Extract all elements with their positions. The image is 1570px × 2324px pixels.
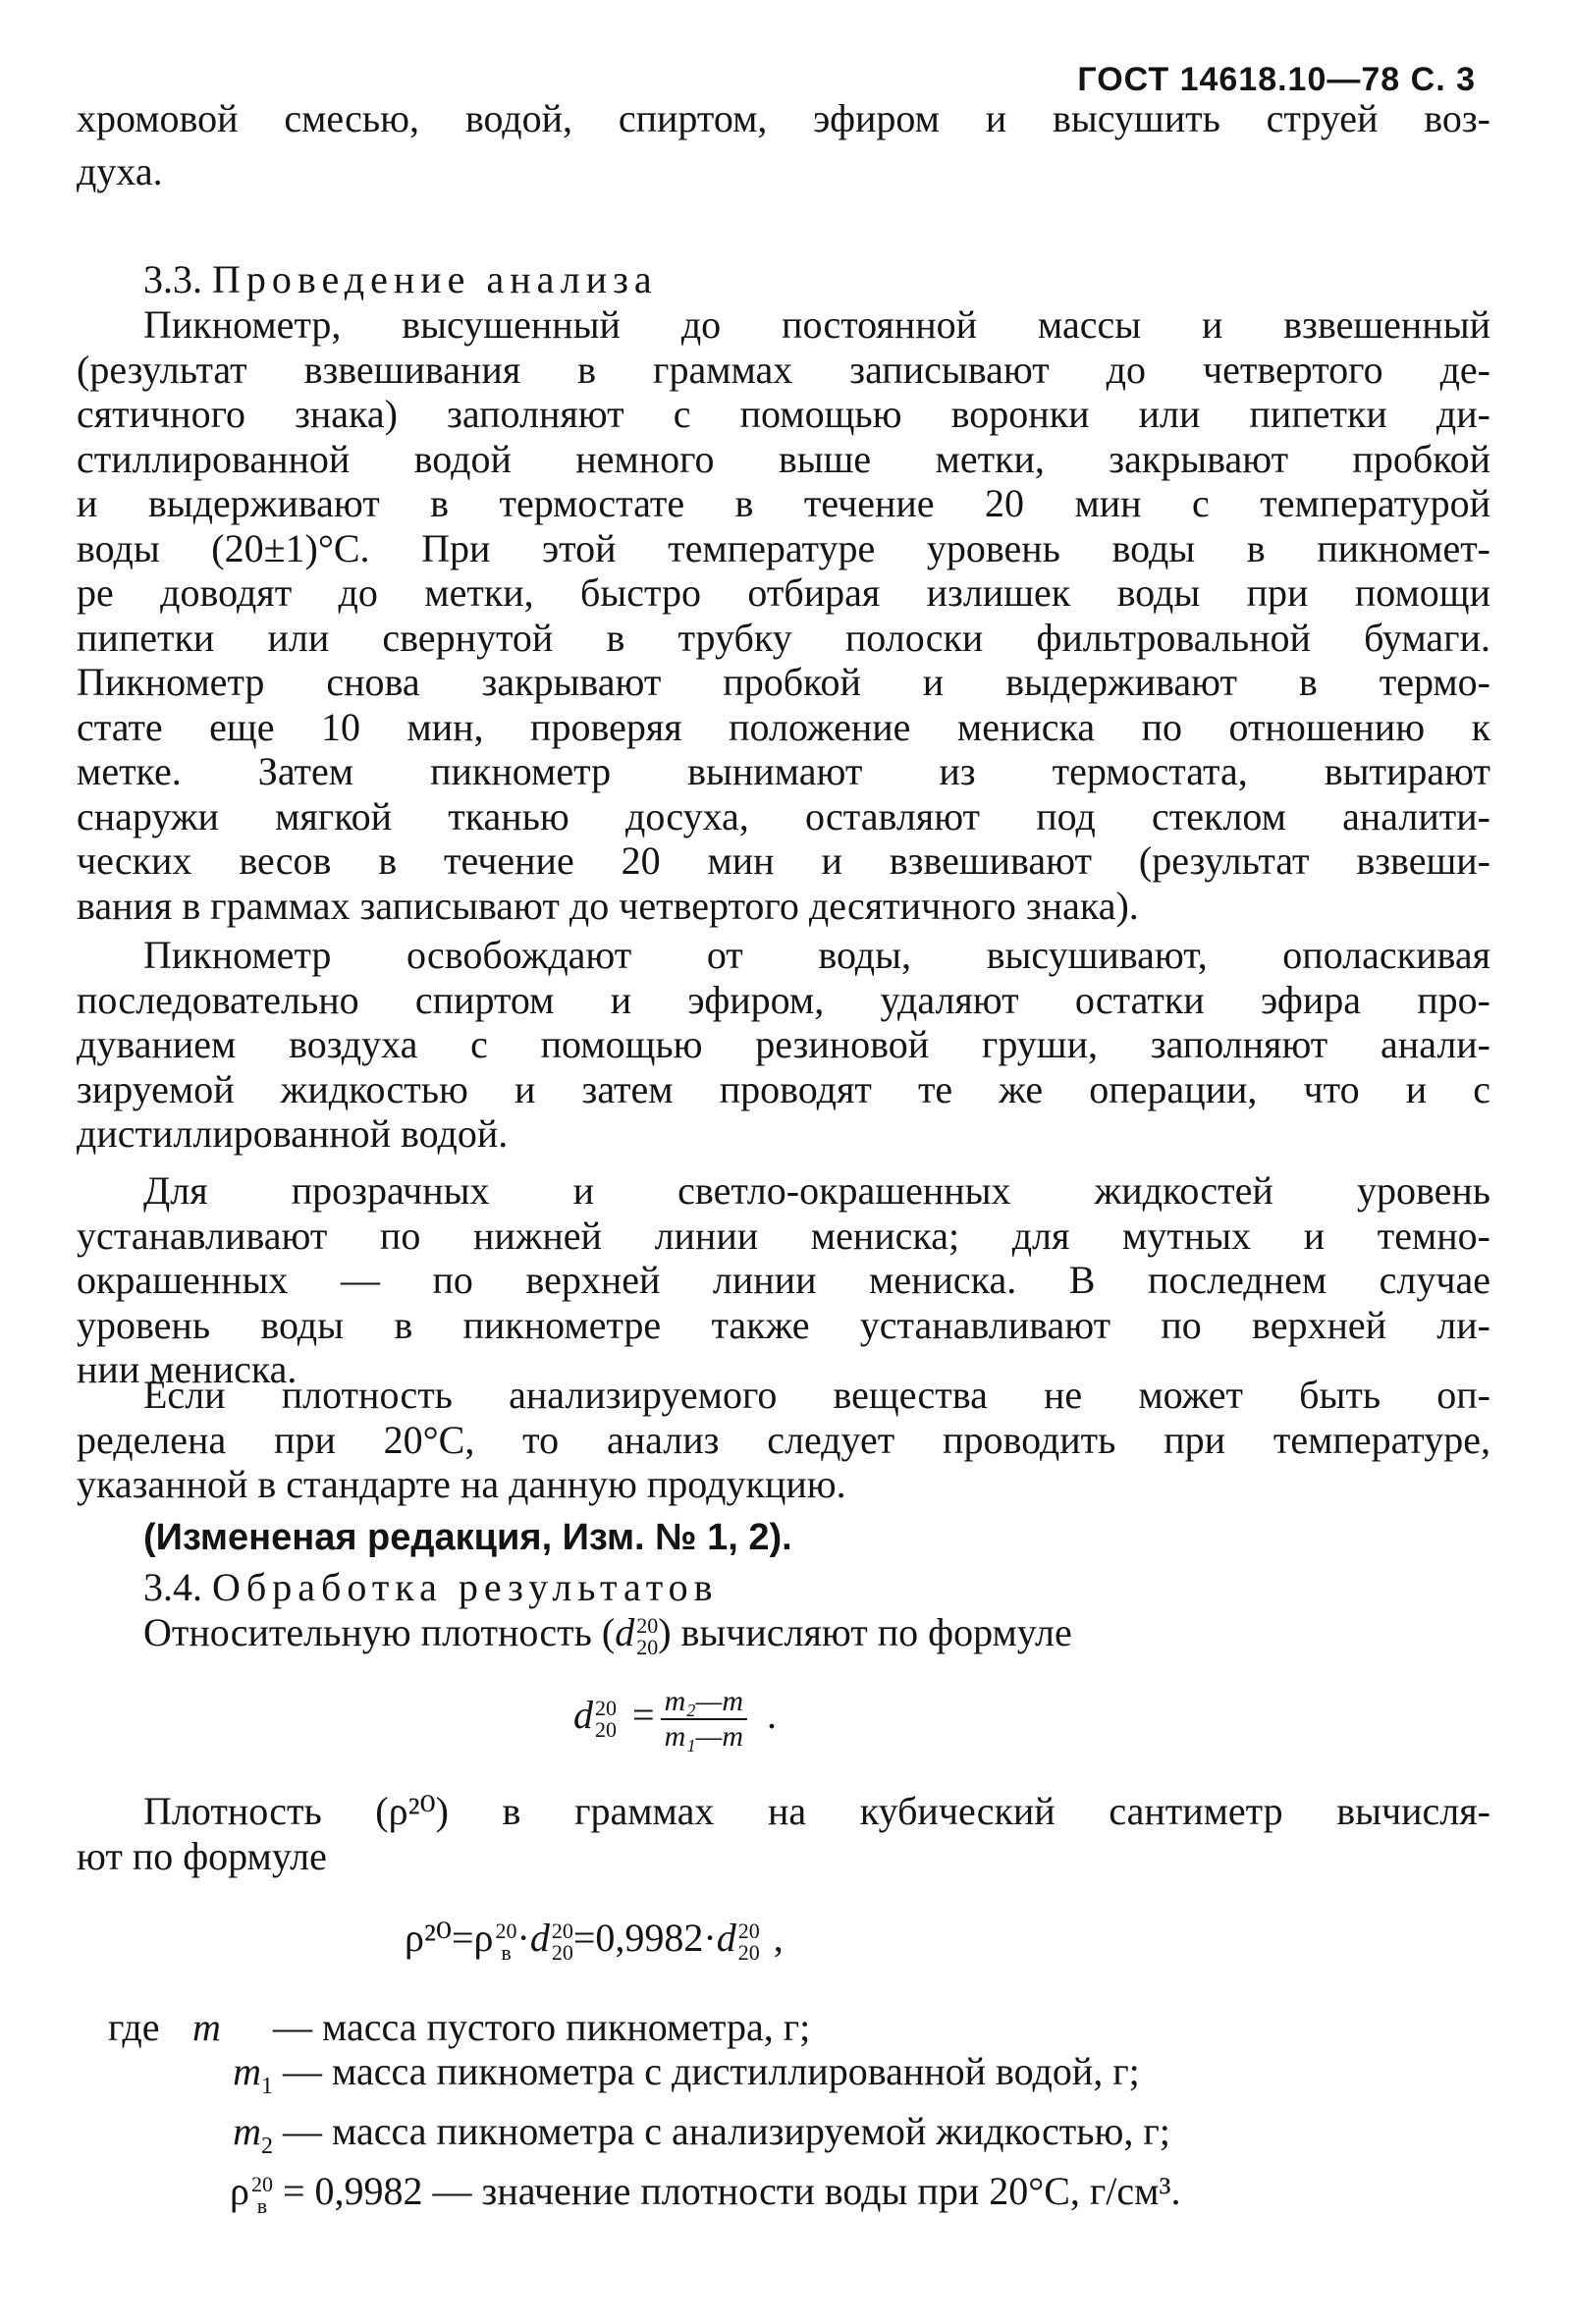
superscript-subscript	[636, 1612, 659, 1659]
definition-text: — масса пикнометра с анализируемой жидкостью, г;	[283, 2109, 1170, 2153]
symbol-d: d	[615, 1610, 635, 1654]
section-title: Обработка результатов	[212, 1565, 719, 1609]
sup-value: 20	[551, 1918, 573, 1943]
text-line: указанной в стандарте на данную продукцию.	[77, 1462, 846, 1506]
symbol-m: m	[192, 2005, 221, 2049]
text-line: дистиллированной водой.	[77, 1111, 509, 1156]
fraction	[661, 1685, 747, 1754]
text-line: зируемой жидкостью и затем проводят те же операции, что и с	[77, 1066, 1490, 1111]
symbol-m2	[108, 2109, 273, 2169]
formula-tail: .	[767, 1693, 777, 1738]
definition-row	[108, 2169, 1180, 2217]
paragraph	[77, 1373, 1490, 1507]
sub-value: 20	[737, 1939, 760, 1965]
sub-value: 20	[551, 1939, 573, 1965]
paragraph	[77, 1610, 1490, 1658]
definition-row	[108, 2005, 1180, 2049]
superscript-subscript	[552, 1920, 573, 1964]
symbol-letter: m	[233, 2109, 261, 2153]
text-line: ре доводят до метки, быстро отбирая излишек воды при помощи	[77, 570, 1490, 615]
text-line: метке. Затем пикнометр вынимают из термостата, вытирают	[77, 749, 1490, 793]
text-line: окрашенных — по верхней линии мениска. В последнем случае	[77, 1258, 1490, 1302]
definition-text: — масса пустого пикнометра, г;	[273, 2005, 811, 2049]
text-line: уровень воды в пикнометре также устанавливают по верхней ли-	[77, 1302, 1490, 1347]
page-header: ГОСТ 14618.10—78 С. 3	[1077, 61, 1476, 98]
text-line: Пикнометр, высушенный до постоянной массы и взвешенный	[143, 302, 1490, 347]
sup-value: 20	[495, 1918, 517, 1943]
symbol-d: d	[716, 1916, 736, 1960]
paragraph	[77, 1789, 1490, 1878]
paragraph	[77, 933, 1490, 1157]
equals-sign: =	[632, 1693, 655, 1738]
text-line: устанавливают по нижней линии мениска; для мутных и темно-	[77, 1213, 1490, 1258]
sub-value: 20	[595, 1717, 617, 1742]
sup-value: 20	[595, 1696, 617, 1720]
formula-lhs: ρ²⁰=ρ	[405, 1916, 494, 1960]
where-word: где	[108, 2005, 160, 2049]
definition-row	[108, 2109, 1180, 2169]
sub-value: в	[501, 1939, 512, 1965]
text-line: воды (20±1)°С. При этой температуре уровень воды в пикномет-	[77, 525, 1490, 570]
intro-text	[77, 96, 1490, 193]
text-line: стате еще 10 мин, проверяя положение мениска по отношению к	[77, 704, 1490, 749]
sub-value: в	[256, 2192, 268, 2218]
sup-value: 20	[636, 1612, 659, 1638]
formula-tail: ,	[773, 1916, 784, 1960]
formula-density	[405, 1915, 784, 1964]
text-line: и выдерживают в термостате в течение 20 мин с температурой	[77, 481, 1490, 525]
text-line: последовательно спиртом и эфиром, удаляют остатки эфира про-	[77, 977, 1490, 1022]
symbol-subscript: 2	[261, 2134, 273, 2159]
text-line: Пикнометр освобождают от воды, высушивают, ополаскивая	[143, 933, 1490, 977]
section-heading-3-4	[77, 1565, 1490, 1610]
text-line: вания в граммах записывают до четвертого десятичного знака).	[77, 883, 1139, 928]
superscript-subscript	[738, 1920, 760, 1964]
symbol-d: d	[529, 1916, 550, 1960]
text-line: сятичного знака) заполняют с помощью воронки или пипетки ди-	[77, 392, 1490, 436]
text-line: Плотность (ρ²⁰) в граммах на кубический сантиметр вычисля-	[143, 1789, 1490, 1833]
definition-text: = 0,9982 — значение плотности воды при 20°С, г/см³.	[283, 2169, 1181, 2213]
symbol-letter: ρ	[230, 2169, 249, 2213]
symbol-subscript: 1	[261, 2074, 273, 2099]
text-line: снаружи мягкой тканью досуха, оставляют под стеклом аналити-	[77, 793, 1490, 838]
denominator: m₁—m	[664, 1720, 743, 1753]
superscript-subscript	[496, 1920, 517, 1964]
formula-relative-density	[573, 1685, 777, 1754]
multiply-dot: ·	[516, 1916, 530, 1960]
definition-row	[108, 2049, 1180, 2109]
paragraph	[77, 1168, 1490, 1392]
symbol-rho-water	[108, 2169, 273, 2217]
variable-definitions	[108, 2005, 1180, 2217]
superscript-subscript	[251, 2171, 273, 2218]
text-line: дуванием воздуха с помощью резиновой груши, заполняют анали-	[77, 1022, 1490, 1066]
section-number: 3.4.	[143, 1565, 202, 1609]
symbol-m1	[108, 2049, 273, 2109]
formula-equals: =0,9982·	[572, 1916, 717, 1960]
symbol-d: d	[573, 1693, 593, 1738]
text-line: стиллированной водой немного выше метки, закрывают пробкой	[77, 436, 1490, 481]
text-line: духа.	[77, 148, 163, 193]
text-line: ют по формуле	[77, 1833, 327, 1878]
amendment-text: (Измененая редакция, Изм. № 1, 2).	[143, 1517, 792, 1558]
text-line: Если плотность анализируемого вещества не может быть оп-	[143, 1373, 1490, 1417]
definition-text: — масса пикнометра с дистиллированной водой, г;	[283, 2049, 1140, 2093]
superscript-subscript	[595, 1698, 617, 1741]
symbol-letter: m	[233, 2049, 261, 2093]
text-line: Пикнометр снова закрывают пробкой и выдерживают в термо-	[77, 660, 1490, 704]
text-line: нии мениска.	[77, 1347, 298, 1391]
text-line: Для прозрачных и светло-окрашенных жидкостей уровень	[143, 1168, 1490, 1213]
text-line: ределена при 20°С, то анализ следует проводить при температуре,	[77, 1417, 1490, 1462]
text-line: (результат взвешивания в граммах записывают до четвертого де-	[77, 347, 1490, 392]
section-heading-3-3	[77, 257, 1490, 302]
sup-value: 20	[251, 2171, 273, 2196]
numerator: m₂—m	[661, 1685, 747, 1720]
section-number: 3.3.	[143, 257, 202, 301]
sub-value: 20	[636, 1634, 659, 1659]
text-line: хромовой смесью, водой, спиртом, эфиром и высушить струей воз-	[77, 96, 1490, 140]
amendment-note	[77, 1516, 1490, 1561]
section-title: Проведение анализа	[212, 257, 658, 301]
sup-value: 20	[737, 1918, 760, 1943]
paragraph	[77, 302, 1490, 928]
text-fragment: ) вычисляют по формуле	[658, 1610, 1072, 1654]
text-line: пипетки или свернутой в трубку полоски фильтровальной бумаги.	[77, 615, 1490, 660]
text-fragment: Относительную плотность (	[143, 1610, 616, 1654]
text-line: ческих весов в течение 20 мин и взвешивают (результат взвеши-	[77, 838, 1490, 883]
